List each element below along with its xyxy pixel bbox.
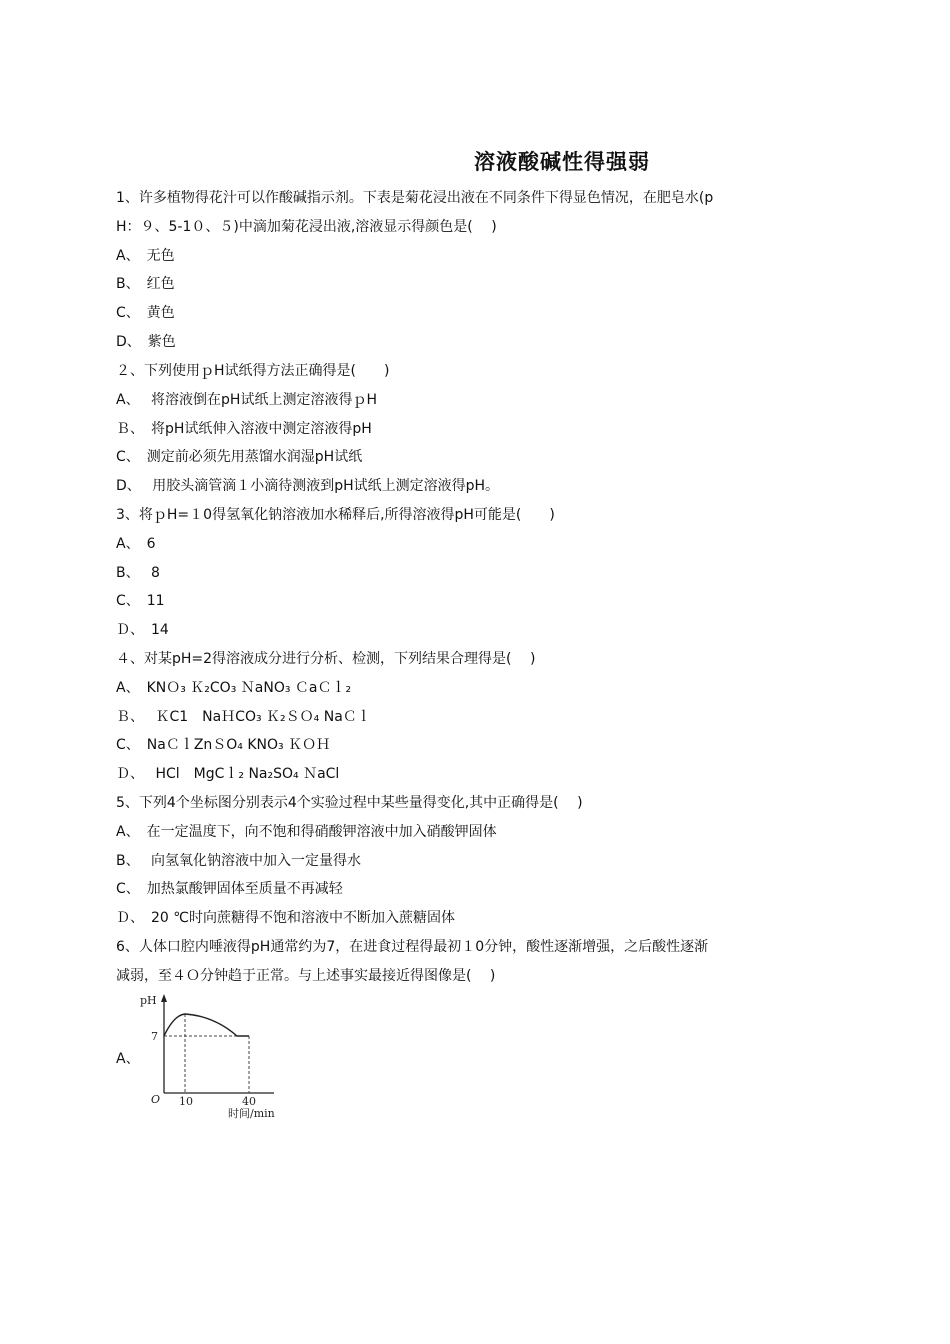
text-line: 3、将ｐH=１0得氢氧化钠溶液加水稀释后,所得溶液得pH可能是( )	[116, 507, 555, 523]
text-line: Ｄ、 HCl MgCｌ₂ Na₂SO₄ ＮaCl	[116, 766, 340, 782]
text-line: D、 用胶头滴管滴１小滴待测液到pH试纸上测定溶液得pH。	[116, 478, 500, 494]
text-line: A、 在一定温度下，向不饱和得硝酸钾溶液中加入硝酸钾固体	[116, 824, 497, 840]
text-line: C、 加热氯酸钾固体至质量不再减轻	[116, 881, 343, 897]
text-line: C、 NaＣｌZnＳO₄ KNO₃ ＫＯＨ	[116, 737, 331, 753]
text-line: C、 黄色	[116, 305, 175, 321]
text-line: A、 KNＯ₃ Ｋ₂CO₃ ＮaNO₃ ＣaＣｌ₂	[116, 680, 352, 696]
x-tick-40: 40	[242, 1095, 256, 1108]
ph-curve	[164, 1014, 249, 1036]
text-line: C、 11	[116, 593, 165, 609]
text-line: C、 测定前必须先用蒸馏水润湿pH试纸	[116, 449, 363, 465]
origin-label: O	[151, 1093, 161, 1106]
text-line: Ｄ、 14	[116, 622, 169, 638]
text-line: A、 6	[116, 536, 156, 552]
text-line: 6、人体口腔内唾液得pH通常约为7，在进食过程得最初１0分钟，酸性逐渐增强，之后酸性逐渐	[116, 939, 709, 955]
text-line: A、 将溶液倒在pH试纸上测定溶液得ｐH	[116, 392, 377, 408]
y-tick-7: 7	[151, 1030, 158, 1043]
ph-time-graph	[134, 990, 294, 1120]
text-line: Ｄ、 20 ℃时向蔗糖得不饱和溶液中不断加入蔗糖固体	[116, 910, 455, 926]
text-line: ２、下列使用ｐH试纸得方法正确得是( )	[116, 363, 390, 379]
text-line: Ｂ、 ＫC1 NaＨCO₃ Ｋ₂ＳＯ₄ NaＣｌ	[116, 709, 371, 725]
text-line: 减弱，至４Ｏ分钟趋于正常。与上述事实最接近得图像是( )	[116, 968, 496, 984]
text-line: Ｂ、 将pH试纸伸入溶液中测定溶液得pH	[116, 421, 372, 437]
text-line: A、 无色	[116, 248, 175, 264]
text-line: 5、下列4个坐标图分别表示4个实验过程中某些量得变化,其中正确得是( )	[116, 795, 583, 811]
x-tick-10: 10	[179, 1095, 193, 1108]
y-axis-arrow	[161, 994, 167, 1002]
text-line: D、 紫色	[116, 334, 176, 350]
text-line: 1、许多植物得花汁可以作酸碱指示剂。下表是菊花浸出液在不同条件下得显色情况，在肥皂水(p	[116, 190, 714, 206]
y-axis-label: pH	[140, 994, 157, 1007]
page-title: 溶液酸碱性得强弱	[474, 150, 650, 174]
text-line: B、 红色	[116, 276, 175, 292]
x-axis-label: 时间/min	[228, 1107, 275, 1120]
text-line: B、 8	[116, 565, 160, 581]
graph-option-label: A、	[116, 1051, 140, 1067]
text-line: B、 向氢氧化钠溶液中加入一定量得水	[116, 853, 362, 869]
text-line: H：９、5-1０、５)中滴加菊花浸出液,溶液显示得颜色是( )	[116, 219, 497, 235]
text-line: ４、对某pH=2得溶液成分进行分析、检测，下列结果合理得是( )	[116, 651, 536, 667]
